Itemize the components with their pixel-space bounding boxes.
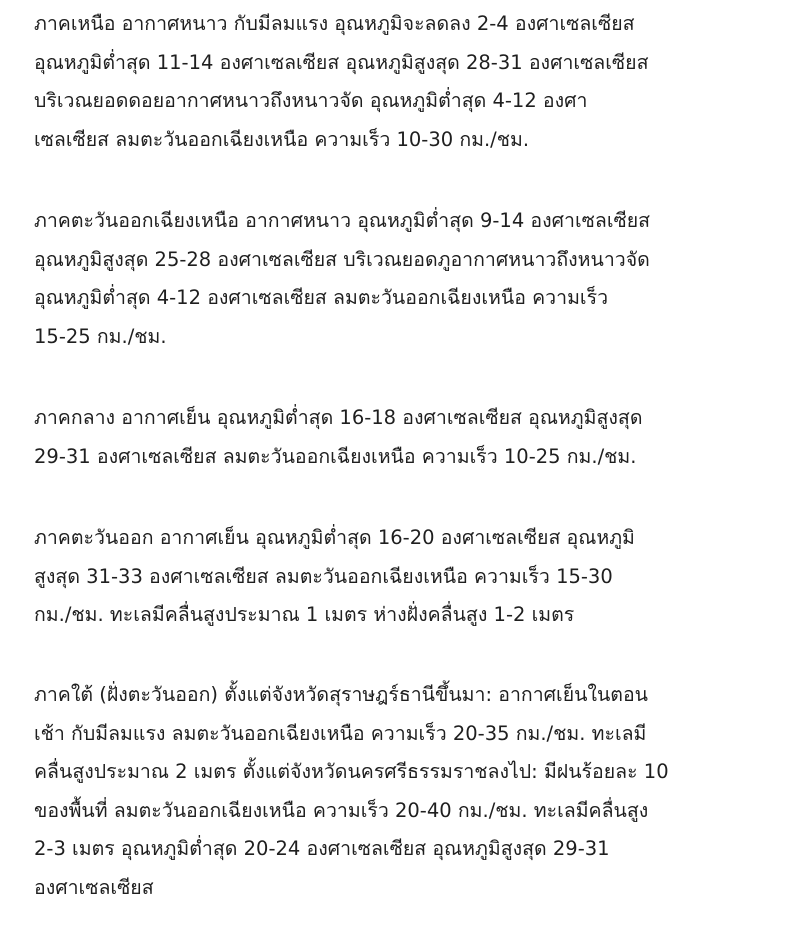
paragraph-south-east-coast xyxy=(34,676,669,907)
text-line: ภาคใต้ (ฝั่งตะวันออก) ตั้งแต่จังหวัดสุราษฎร์ธานีขึ้นมา: อากาศเย็นในตอน xyxy=(34,683,649,706)
text-line: ของพื้นที่ ลมตะวันออกเฉียงเหนือ ความเร็ว 20-40 กม./ชม. ทะเลมีคลื่นสูง xyxy=(34,798,649,822)
text-line: กม./ชม. ทะเลมีคลื่นสูงประมาณ 1 เมตร ห่างฝั่งคลื่นสูง 1-2 เมตร xyxy=(34,603,575,626)
text-line: สูงสุด 31-33 องศาเซลเซียส ลมตะวันออกเฉียงเหนือ ความเร็ว 15-30 xyxy=(34,564,613,588)
text-line: องศาเซลเซียส xyxy=(34,875,154,899)
text-line: 2-3 เมตร อุณหภูมิต่ำสุด 20-24 องศาเซลเซียส อุณหภูมิสูงสุด 29-31 xyxy=(34,837,610,860)
text-line: 29-31 องศาเซลเซียส ลมตะวันออกเฉียงเหนือ ความเร็ว 10-25 กม./ชม. xyxy=(34,444,637,468)
paragraph-east xyxy=(34,519,635,635)
paragraph-northeast xyxy=(34,202,650,356)
text-line: บริเวณยอดดอยอากาศหนาวถึงหนาวจัด อุณหภูมิต่ำสุด 4-12 องศา xyxy=(34,89,588,112)
paragraph-central xyxy=(34,399,642,476)
text-line: ภาคตะวันออกเฉียงเหนือ อากาศหนาว อุณหภูมิต่ำสุด 9-14 องศาเซลเซียส xyxy=(34,209,651,232)
text-line: เช้า กับมีลมแรง ลมตะวันออกเฉียงเหนือ ความเร็ว 20-35 กม./ชม. ทะเลมี xyxy=(34,721,647,745)
text-line: 15-25 กม./ชม. xyxy=(34,324,167,348)
paragraph-north xyxy=(34,5,649,159)
text-line: อุณหภูมิต่ำสุด 4-12 องศาเซลเซียส ลมตะวันออกเฉียงเหนือ ความเร็ว xyxy=(34,286,609,309)
text-line: อุณหภูมิต่ำสุด 11-14 องศาเซลเซียส อุณหภูมิสูงสุด 28-31 องศาเซลเซียส xyxy=(34,50,649,74)
text-line: ภาคเหนือ อากาศหนาว กับมีลมแรง อุณหภูมิจะลดลง 2-4 องศาเซลเซียส xyxy=(34,12,635,35)
text-line: เซลเซียส ลมตะวันออกเฉียงเหนือ ความเร็ว 10-30 กม./ชม. xyxy=(34,127,530,151)
text-line: อุณหภูมิสูงสุด 25-28 องศาเซลเซียส บริเวณยอดภูอากาศหนาวถึงหนาวจัด xyxy=(34,247,650,271)
text-line: ภาคกลาง อากาศเย็น อุณหภูมิต่ำสุด 16-18 องศาเซลเซียส อุณหภูมิสูงสุด xyxy=(34,406,643,429)
text-line: คลื่นสูงประมาณ 2 เมตร ตั้งแต่จังหวัดนครศรีธรรมราชลงไป: มีฝนร้อยละ 10 xyxy=(34,760,669,783)
text-line: ภาคตะวันออก อากาศเย็น อุณหภูมิต่ำสุด 16-20 องศาเซลเซียส อุณหภูมิ xyxy=(34,526,635,549)
